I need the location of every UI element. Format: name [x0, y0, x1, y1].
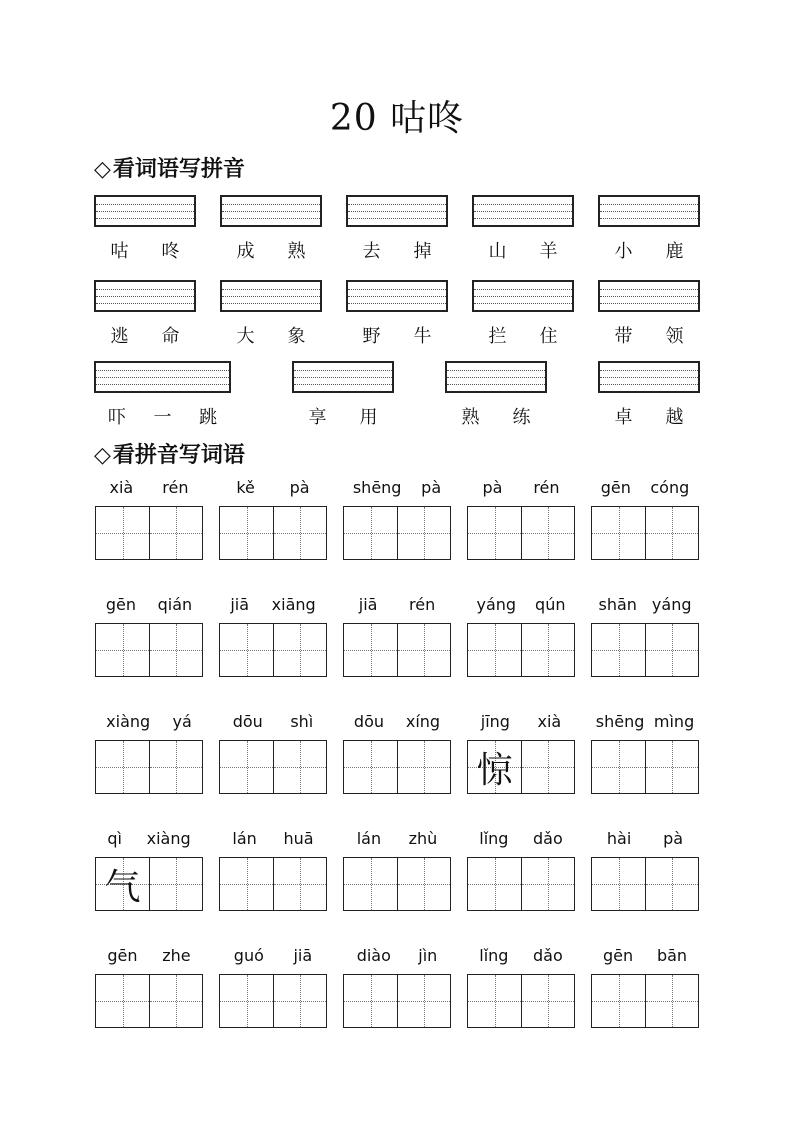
pinyin-syllable: jiā [358, 595, 378, 614]
character-cell[interactable] [645, 624, 698, 676]
character-cell[interactable] [220, 975, 273, 1027]
word-character: 卓 [614, 407, 633, 428]
tianzige-pair [219, 740, 327, 794]
pinyin-answer-box[interactable] [598, 361, 700, 393]
word-character: 野 [362, 326, 381, 347]
tianzige-pair [467, 857, 575, 911]
pinyin-syllable: jìn [418, 946, 438, 965]
pinyin-prompt [591, 595, 699, 614]
pinyin-prompt [591, 829, 699, 848]
pinyin-syllable: diào [356, 946, 391, 965]
pinyin-answer-box[interactable] [598, 195, 700, 227]
pinyin-prompt [95, 712, 203, 731]
word-character: 越 [665, 407, 684, 428]
pinyin-syllable: lǐng [479, 829, 509, 848]
pinyin-answer-box[interactable] [94, 280, 196, 312]
tianzige-pair [467, 506, 575, 560]
character-cell[interactable] [592, 741, 645, 793]
pinyin-syllable: dǎo [532, 946, 563, 965]
character-cell[interactable] [149, 624, 202, 676]
section-heading-text: 看拼音写词语 [112, 442, 245, 468]
character-cell[interactable] [273, 975, 326, 1027]
pinyin-syllable: hài [606, 829, 632, 848]
tianzige-pair [95, 857, 203, 911]
pinyin-prompt [467, 946, 575, 965]
pinyin-prompt [467, 595, 575, 614]
word-label [94, 322, 196, 348]
section-heading-1 [94, 152, 245, 183]
pinyin-prompt [219, 829, 327, 848]
pinyin-answer-box[interactable] [346, 195, 448, 227]
pinyin-syllable: shān [598, 595, 637, 614]
character-cell[interactable] [397, 975, 450, 1027]
tianzige-pair [591, 974, 699, 1028]
word-character: 牛 [413, 326, 432, 347]
character-cell[interactable] [220, 624, 273, 676]
pinyin-syllable: qún [535, 595, 566, 614]
pinyin-prompt [343, 946, 451, 965]
character-cell[interactable] [149, 507, 202, 559]
character-cell[interactable] [592, 858, 645, 910]
word-character: 吓 [107, 407, 126, 428]
pinyin-syllable: dōu [353, 712, 385, 731]
pinyin-syllable: yá [172, 712, 192, 731]
pinyin-syllable: pà [289, 478, 310, 497]
character-cell[interactable] [96, 741, 149, 793]
tianzige-pair [591, 623, 699, 677]
character-cell[interactable] [344, 858, 397, 910]
character-cell[interactable] [397, 624, 450, 676]
pinyin-prompt [591, 946, 699, 965]
pinyin-answer-box[interactable] [94, 361, 231, 393]
character-cell[interactable] [397, 741, 450, 793]
pinyin-syllable: jīng [480, 712, 510, 731]
character-cell[interactable] [344, 741, 397, 793]
pinyin-syllable: yáng [651, 595, 692, 614]
tianzige-pair [591, 506, 699, 560]
word-character: 象 [287, 326, 306, 347]
word-character: 住 [539, 326, 558, 347]
word-label [445, 403, 547, 429]
character-cell[interactable] [521, 975, 574, 1027]
tianzige-pair [95, 506, 203, 560]
word-character: 享 [308, 407, 327, 428]
character-cell[interactable] [149, 741, 202, 793]
character-cell[interactable] [273, 858, 326, 910]
pinyin-prompt [343, 595, 451, 614]
pinyin-syllable: xiāng [271, 595, 316, 614]
pinyin-syllable: jiā [230, 595, 250, 614]
pinyin-prompt [95, 946, 203, 965]
pinyin-syllable: shēng [352, 478, 402, 497]
pinyin-syllable: xià [537, 712, 562, 731]
pinyin-syllable: xiàng [146, 829, 191, 848]
word-character: 带 [614, 326, 633, 347]
character-cell[interactable] [645, 741, 698, 793]
word-label [346, 322, 448, 348]
character-cell[interactable] [220, 858, 273, 910]
pinyin-answer-box[interactable] [472, 280, 574, 312]
tianzige-pair [343, 974, 451, 1028]
tianzige-pair [467, 740, 575, 794]
word-character: 山 [488, 241, 507, 262]
pinyin-syllable: gēn [600, 478, 631, 497]
word-character: 小 [614, 241, 633, 262]
pinyin-syllable: zhe [162, 946, 191, 965]
character-cell[interactable] [273, 624, 326, 676]
pinyin-syllable: xià [109, 478, 134, 497]
pinyin-answer-box[interactable] [220, 195, 322, 227]
character-cell[interactable] [521, 858, 574, 910]
pinyin-prompt [95, 478, 203, 497]
pinyin-syllable: dǎo [532, 829, 563, 848]
pinyin-answer-box[interactable] [292, 361, 394, 393]
character-cell[interactable] [96, 858, 149, 910]
character-cell[interactable] [273, 741, 326, 793]
diamond-icon: ◇ [94, 443, 111, 468]
character-cell[interactable] [344, 624, 397, 676]
character-cell[interactable] [468, 624, 521, 676]
word-character: 成 [236, 241, 255, 262]
character-cell[interactable] [96, 507, 149, 559]
pinyin-prompt [95, 595, 203, 614]
pinyin-prompt [219, 595, 327, 614]
word-character: 熟 [287, 241, 306, 262]
pinyin-syllable: xíng [405, 712, 441, 731]
character-cell[interactable] [521, 624, 574, 676]
pinyin-syllable: gēn [105, 595, 136, 614]
written-character: 气 [104, 866, 141, 908]
pinyin-answer-box[interactable] [220, 280, 322, 312]
word-character: 练 [512, 407, 531, 428]
pinyin-syllable: yáng [476, 595, 517, 614]
pinyin-syllable: rén [409, 595, 436, 614]
tianzige-pair [591, 857, 699, 911]
word-character: 掉 [413, 241, 432, 262]
word-label [472, 237, 574, 263]
character-cell[interactable] [149, 975, 202, 1027]
pinyin-syllable: dōu [232, 712, 263, 731]
written-character: 惊 [476, 749, 513, 791]
word-label [346, 237, 448, 263]
word-character: 用 [359, 407, 378, 428]
tianzige-pair [219, 623, 327, 677]
pinyin-prompt [467, 712, 575, 731]
character-cell[interactable] [645, 507, 698, 559]
pinyin-prompt [591, 712, 699, 731]
pinyin-syllable: gēn [107, 946, 138, 965]
word-character: 咚 [161, 241, 180, 262]
word-character: 羊 [539, 241, 558, 262]
character-cell[interactable] [645, 858, 698, 910]
pinyin-syllable: pà [421, 478, 442, 497]
diamond-icon: ◇ [94, 157, 111, 182]
pinyin-prompt [467, 478, 575, 497]
pinyin-syllable: zhù [408, 829, 438, 848]
word-character: 大 [236, 326, 255, 347]
word-character: 命 [161, 326, 180, 347]
word-label [94, 237, 196, 263]
character-cell[interactable] [397, 507, 450, 559]
tianzige-pair [467, 623, 575, 677]
pinyin-syllable: lán [232, 829, 257, 848]
character-cell[interactable] [592, 624, 645, 676]
word-label [472, 322, 574, 348]
word-character: 领 [665, 326, 684, 347]
character-cell[interactable] [592, 507, 645, 559]
pinyin-syllable: pà [482, 478, 503, 497]
character-cell[interactable] [96, 975, 149, 1027]
section-heading-2 [94, 438, 245, 469]
character-cell[interactable] [96, 624, 149, 676]
pinyin-prompt [95, 829, 203, 848]
word-label [292, 403, 394, 429]
word-label [598, 322, 700, 348]
character-cell[interactable] [344, 975, 397, 1027]
pinyin-syllable: rén [533, 478, 560, 497]
pinyin-answer-box[interactable] [598, 280, 700, 312]
pinyin-syllable: xiàng [106, 712, 151, 731]
pinyin-prompt [219, 946, 327, 965]
word-label [94, 403, 231, 429]
word-label [598, 403, 700, 429]
page-title: 20 咕咚 [329, 98, 465, 139]
tianzige-pair [343, 623, 451, 677]
pinyin-syllable: shēng [595, 712, 645, 731]
character-cell[interactable] [521, 507, 574, 559]
pinyin-prompt [343, 478, 451, 497]
tianzige-pair [591, 740, 699, 794]
pinyin-syllable: guó [233, 946, 264, 965]
character-cell[interactable] [273, 507, 326, 559]
character-cell[interactable] [220, 507, 273, 559]
pinyin-syllable: pà [663, 829, 684, 848]
word-character: 一 [153, 407, 172, 428]
section-heading-text: 看词语写拼音 [112, 156, 245, 182]
pinyin-syllable: qì [107, 829, 122, 848]
tianzige-pair [343, 506, 451, 560]
pinyin-prompt [219, 478, 327, 497]
pinyin-prompt [343, 712, 451, 731]
character-cell[interactable] [521, 741, 574, 793]
tianzige-pair [95, 623, 203, 677]
tianzige-pair [219, 506, 327, 560]
pinyin-syllable: mìng [653, 712, 695, 731]
word-character: 鹿 [665, 241, 684, 262]
word-label [220, 237, 322, 263]
character-cell[interactable] [645, 975, 698, 1027]
tianzige-pair [95, 974, 203, 1028]
tianzige-pair [95, 740, 203, 794]
pinyin-prompt [219, 712, 327, 731]
tianzige-pair [467, 974, 575, 1028]
pinyin-syllable: huā [283, 829, 314, 848]
tianzige-pair [343, 740, 451, 794]
character-cell[interactable] [468, 975, 521, 1027]
pinyin-syllable: lán [356, 829, 382, 848]
pinyin-syllable: rén [162, 478, 189, 497]
pinyin-prompt [591, 478, 699, 497]
pinyin-prompt [467, 829, 575, 848]
tianzige-pair [219, 857, 327, 911]
word-label [220, 322, 322, 348]
word-character: 咕 [110, 241, 129, 262]
character-cell[interactable] [468, 858, 521, 910]
pinyin-answer-box[interactable] [472, 195, 574, 227]
word-character: 跳 [199, 407, 218, 428]
pinyin-syllable: bān [656, 946, 688, 965]
pinyin-syllable: cóng [650, 478, 690, 497]
pinyin-answer-box[interactable] [94, 195, 196, 227]
pinyin-syllable: jiā [293, 946, 313, 965]
character-cell[interactable] [220, 741, 273, 793]
pinyin-syllable: shì [290, 712, 314, 731]
tianzige-pair [343, 857, 451, 911]
character-cell[interactable] [149, 858, 202, 910]
character-cell[interactable] [592, 975, 645, 1027]
word-character: 逃 [110, 326, 129, 347]
tianzige-pair [219, 974, 327, 1028]
pinyin-prompt [343, 829, 451, 848]
character-cell[interactable] [468, 507, 521, 559]
character-cell[interactable] [344, 507, 397, 559]
character-cell[interactable] [397, 858, 450, 910]
character-cell[interactable] [468, 741, 521, 793]
pinyin-syllable: qián [157, 595, 193, 614]
word-label [598, 237, 700, 263]
word-character: 拦 [488, 326, 507, 347]
pinyin-syllable: kě [236, 478, 255, 497]
pinyin-syllable: gēn [602, 946, 634, 965]
pinyin-syllable: lǐng [479, 946, 509, 965]
word-character: 熟 [461, 407, 480, 428]
word-character: 去 [362, 241, 381, 262]
pinyin-answer-box[interactable] [445, 361, 547, 393]
pinyin-answer-box[interactable] [346, 280, 448, 312]
